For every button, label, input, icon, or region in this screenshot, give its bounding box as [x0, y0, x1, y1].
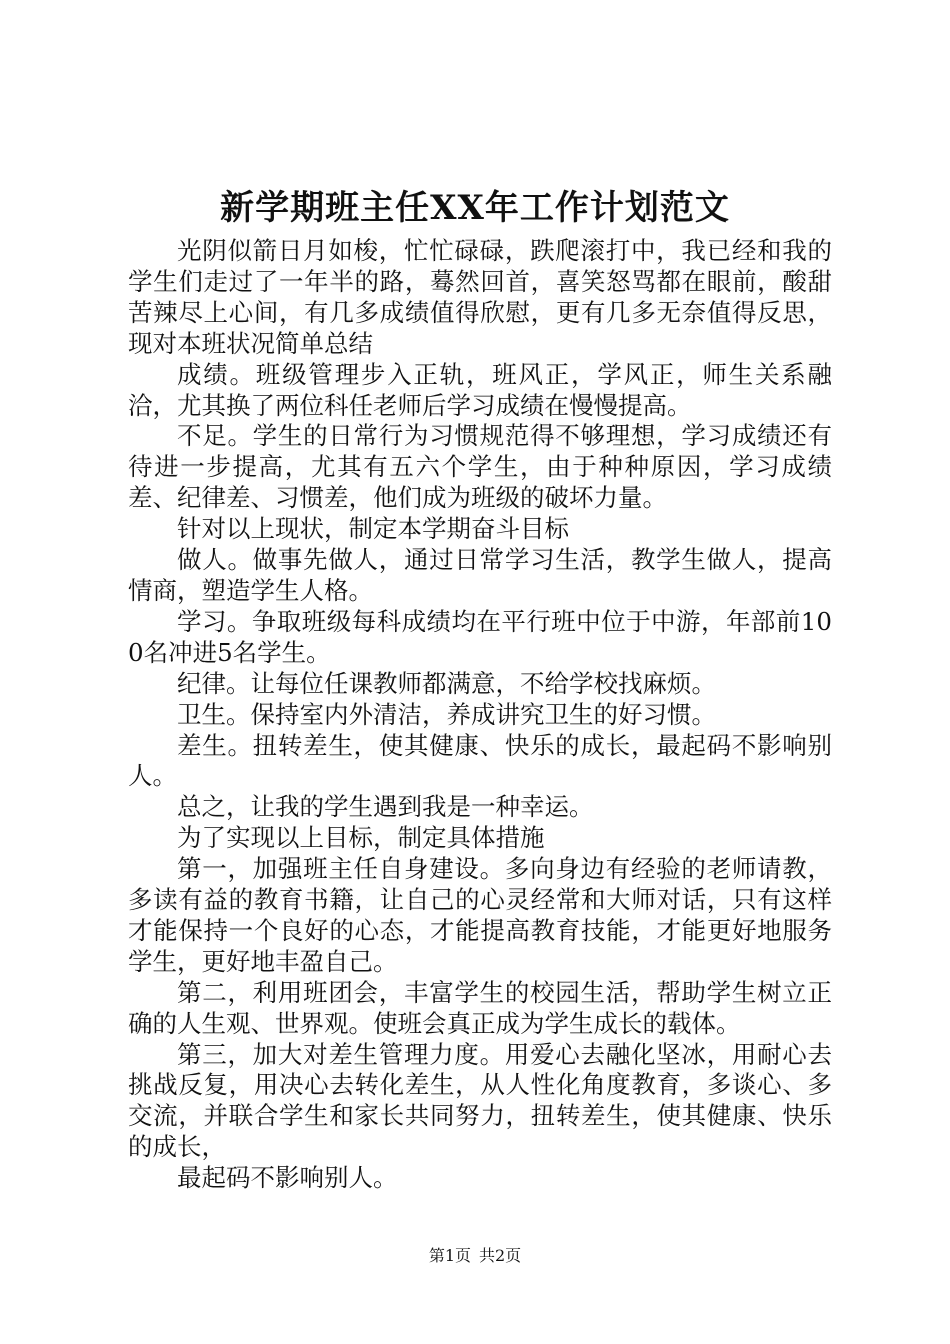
paragraph-measure-third: 第三，加大对差生管理力度。用爱心去融化坚冰，用耐心去挑战反复，用决心去转化差生，从人性化角度教育，多谈心、多交流，并联合学生和家长共同努力，扭转差生，使其健康、快乐的成长，: [128, 1039, 832, 1162]
paragraph-achievements: 成绩。班级管理步入正轨，班风正，学风正，师生关系融洽，尤其换了两位科任老师后学习成绩在慢慢提高。: [128, 359, 832, 420]
paragraph-closing: 最起码不影响别人。: [177, 1163, 398, 1193]
document-body: [128, 236, 832, 1194]
page-footer: [0, 1245, 950, 1267]
paragraph-goal-character: 做人。做事先做人，通过日常学习生活，教学生做人，提高情商，塑造学生人格。: [128, 545, 832, 605]
paragraph-measure-first: 第一，加强班主任自身建设。多向身边有经验的老师请教，多读有益的教育书籍，让自己的心灵经常和大师对话，只有这样才能保持一个良好的心态，才能提高教育技能，才能更好地服务学生，更好地丰盈自己。: [128, 854, 832, 976]
paragraph-goals-intro: 针对以上现状，制定本学期奋斗目标: [177, 514, 569, 544]
paragraph-measures-intro: 为了实现以上目标，制定具体措施: [177, 823, 545, 853]
paragraph-goal-hygiene: 卫生。保持室内外清洁，养成讲究卫生的好习惯。: [177, 699, 716, 729]
paragraph-measure-second: 第二，利用班团会，丰富学生的校园生活，帮助学生树立正确的人生观、世界观。使班会真正成为学生成长的载体。: [128, 977, 832, 1038]
paragraph-goal-study: 学习。争取班级每科成绩均在平行班中位于中游，年部前100名冲进5名学生。: [128, 606, 832, 667]
paragraph-intro: 光阴似箭日月如梭，忙忙碌碌，跌爬滚打中，我已经和我的学生们走过了一年半的路，蓦然回首，喜笑怒骂都在眼前，酸甜苦辣尽上心间，有几多成绩值得欣慰，更有几多无奈值得反思，现对本班状况简单总结: [128, 236, 832, 358]
paragraph-shortcomings: 不足。学生的日常行为习惯规范得不够理想，学习成绩还有待进一步提高，尤其有五六个学生，由于种种原因，学习成绩差、纪律差、习惯差，他们成为班级的破坏力量。: [128, 421, 832, 513]
page-title: 新学期班主任XX年工作计划范文: [220, 188, 730, 228]
page-total: 共2页: [479, 1246, 522, 1265]
paragraph-goals-summary: 总之，让我的学生遇到我是一种幸运。: [177, 792, 594, 822]
paragraph-goal-weak-students: 差生。扭转差生，使其健康、快乐的成长，最起码不影响别人。: [128, 730, 832, 791]
paragraph-goal-discipline: 纪律。让每位任课教师都满意，不给学校找麻烦。: [177, 668, 716, 698]
page-number: 第1页: [428, 1246, 471, 1265]
